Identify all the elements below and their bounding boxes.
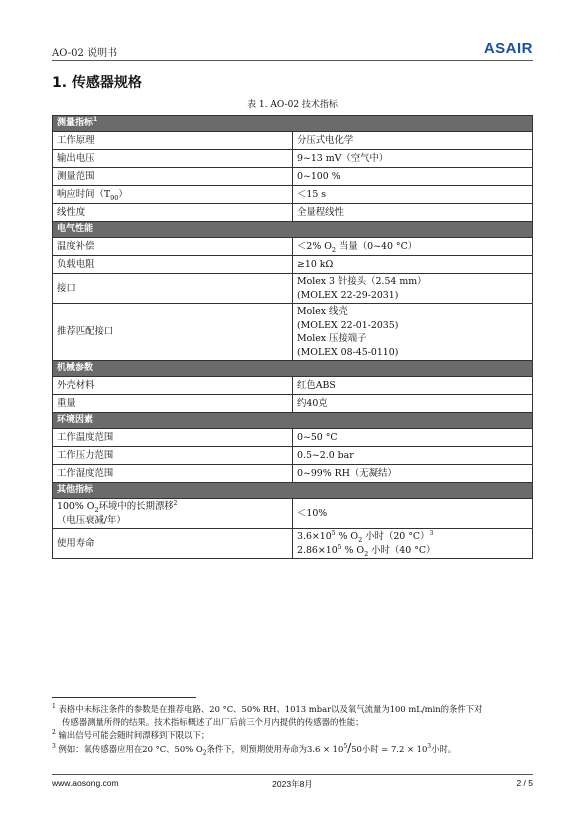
exponent: 5 [331, 529, 336, 537]
row-label: 线性度 [53, 204, 293, 222]
value-line: Molex 压接端子 [297, 333, 367, 344]
footnote-text: 小时。 [431, 744, 457, 754]
row-label: 负载电阻 [53, 256, 293, 274]
subscript: 2 [202, 749, 207, 757]
footer-website: www.aosong.com [52, 778, 119, 788]
label-text: 100% O [57, 501, 95, 512]
exponent: 5 [337, 543, 342, 551]
table-row [53, 395, 533, 413]
group-title: 其他指标 [53, 483, 533, 499]
footnote-text: 例如：氧传感器应用在20 °C、50% O [58, 744, 203, 754]
group-title: 测量指标 [57, 117, 94, 128]
label-line: （电压衰减/年） [57, 514, 126, 526]
subscript: 2 [358, 535, 363, 544]
value-text: % O [341, 544, 365, 556]
row-value: 全量程线性 [293, 204, 533, 222]
group-row-other [53, 483, 533, 499]
table-row [53, 238, 533, 256]
group-row-mechanical [53, 361, 533, 377]
table-caption: 表 1. AO-02 技术指标 [247, 100, 338, 110]
value-text: 当量（0~40 °C） [336, 240, 418, 252]
value-text: ＜2% O [297, 240, 332, 252]
section-title: 1. 传感器规格 [52, 75, 142, 91]
row-value: 红色ABS [293, 377, 533, 395]
row-value: ＜10% [293, 499, 533, 529]
row-value: 0~99% RH（无凝结） [293, 465, 533, 483]
value-text: 小时（40 °C） [368, 544, 436, 556]
value-line [297, 530, 528, 544]
footnote-text: 50小时 = 7.2 × 10 [351, 744, 428, 754]
table-row [53, 274, 533, 304]
row-value: 0~50 °C [293, 429, 533, 447]
row-value: 约40克 [293, 395, 533, 413]
spec-table [52, 115, 533, 559]
row-value [293, 529, 533, 559]
row-value: ＜15 s [293, 186, 533, 204]
footnote-mark: 2 [173, 499, 178, 507]
footnote-1 [52, 703, 533, 716]
header-divider [52, 60, 533, 61]
row-label: 外壳材料 [53, 377, 293, 395]
footnote-text: 条件下，则预期使用寿命为3.6 × 10 [206, 744, 344, 754]
row-label: 输出电压 [53, 150, 293, 168]
footnote-3 [52, 742, 533, 756]
value-line: (MOLEX 22-29-2031) [297, 289, 399, 301]
row-label: 重量 [53, 395, 293, 413]
value-text: 小时（20 °C） [362, 531, 430, 542]
row-value: ≥10 kΩ [293, 256, 533, 274]
footnote-mark: 1 [93, 115, 98, 123]
table-row [53, 499, 533, 529]
row-value [293, 238, 533, 256]
table-row [53, 465, 533, 483]
group-title: 环境因素 [53, 413, 533, 429]
row-label: 使用寿命 [53, 529, 293, 559]
row-label: 接口 [53, 274, 293, 304]
exponent: 3 [427, 743, 432, 751]
table-row [53, 256, 533, 274]
value-text: 3.6×10 [297, 531, 332, 542]
footnote-mark: 3 [52, 743, 56, 751]
table-row [53, 429, 533, 447]
group-row-environment [53, 413, 533, 429]
table-row [53, 168, 533, 186]
subscript: 2 [94, 505, 99, 514]
subscript: 90 [110, 193, 119, 202]
row-label [53, 186, 293, 204]
table-row [53, 132, 533, 150]
table-row [53, 304, 533, 361]
row-label: 工作温度范围 [53, 429, 293, 447]
table-row [53, 447, 533, 465]
row-label: 测量范围 [53, 168, 293, 186]
footer-date: 2023年8月 [272, 779, 313, 789]
row-label: 工作压力范围 [53, 447, 293, 465]
value-line: Molex 3 针接头（2.54 mm） [297, 276, 427, 287]
row-label: 工作湿度范围 [53, 465, 293, 483]
label-text: 环境中的长期漂移 [98, 501, 174, 512]
brand-logo: ASAIR [483, 40, 533, 57]
document-title: AO-02 说明书 [52, 48, 118, 59]
footnote-2 [52, 729, 533, 742]
group-row-electrical [53, 222, 533, 238]
label-text: ） [118, 188, 128, 200]
subscript: 2 [331, 245, 337, 254]
row-label: 温度补偿 [53, 238, 293, 256]
group-title: 电气性能 [53, 222, 533, 238]
row-value: 0~100 % [293, 168, 533, 186]
row-value: 0.5~2.0 bar [293, 447, 533, 465]
label-text: 响应时间（T [57, 188, 111, 200]
table-row [53, 150, 533, 168]
row-value: 分压式电化学 [293, 132, 533, 150]
footnote-divider [52, 697, 196, 698]
table-row [53, 204, 533, 222]
slash: / [347, 741, 352, 755]
subscript: 2 [364, 549, 369, 558]
value-line: (MOLEX 08-45-0110) [297, 346, 399, 358]
value-text: % O [335, 531, 359, 542]
row-value: 9~13 mV（空气中） [293, 150, 533, 168]
table-row [53, 186, 533, 204]
exponent: 5 [343, 743, 348, 751]
row-label: 工作原理 [53, 132, 293, 150]
footnote-mark: 1 [52, 703, 56, 711]
table-row [53, 377, 533, 395]
footnote-text: 表格中未标注条件的参数是在推荐电路、20 °C、50% RH、1013 mbar以及氧气流量为100 mL/min的条件下对 [58, 704, 483, 714]
footnotes [52, 703, 533, 756]
row-value [293, 274, 533, 304]
page-number: 2 / 5 [516, 778, 533, 788]
row-value [293, 304, 533, 361]
row-label [53, 499, 293, 529]
footnote-mark: 2 [52, 729, 56, 737]
footnote-mark: 3 [429, 529, 434, 537]
footnote-1-cont: 传感器测量所得的结果。技术指标概述了出厂后前三个月内提供的传感器的性能； [62, 717, 364, 727]
value-line: (MOLEX 22-01-2035) [297, 319, 399, 331]
footnote-text: 输出信号可能会随时间漂移到下限以下； [58, 730, 210, 740]
group-row-measurement [53, 116, 533, 132]
value-text: 2.86×10 [297, 544, 338, 556]
table-row [53, 529, 533, 559]
value-line [297, 544, 528, 558]
row-label: 推荐匹配接口 [53, 304, 293, 361]
value-line: Molex 线壳 [297, 306, 348, 317]
group-title: 机械参数 [53, 361, 533, 377]
footer-divider [52, 774, 533, 775]
